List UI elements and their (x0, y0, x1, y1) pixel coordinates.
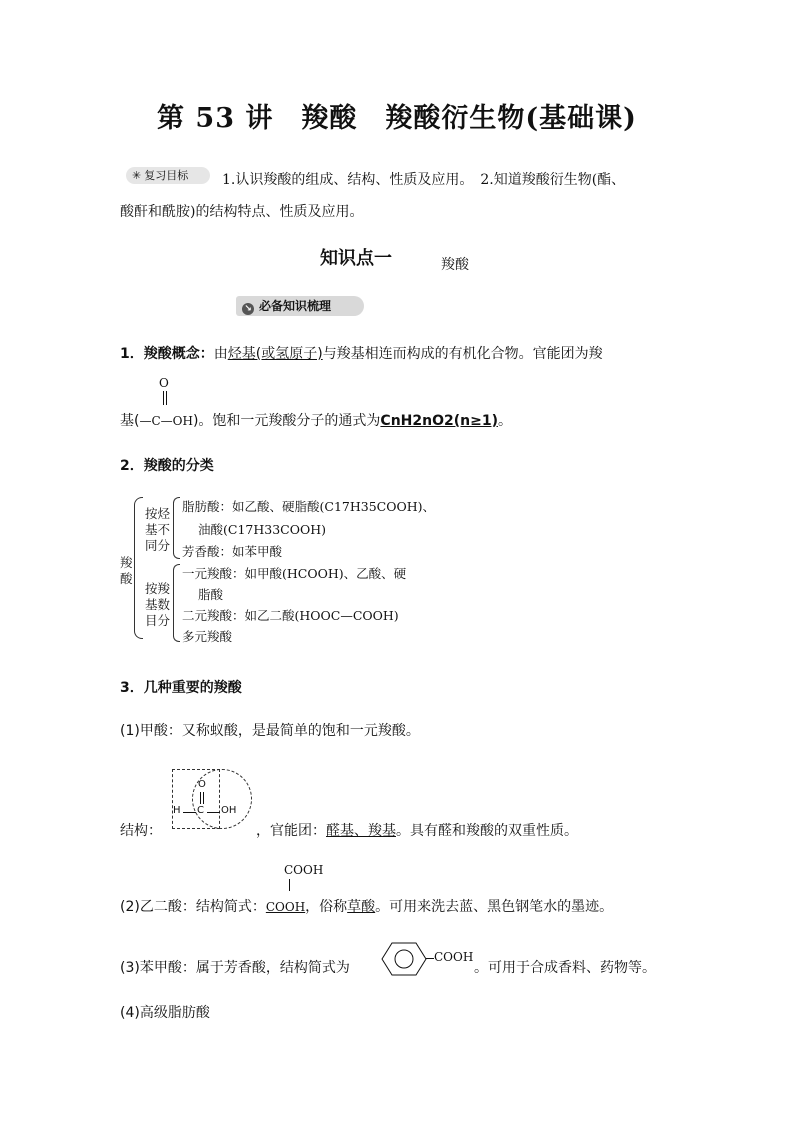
tree-brace-group-2 (173, 564, 180, 642)
concept-text: 基( (120, 413, 140, 429)
oxalic-top: COOH (284, 863, 324, 877)
tree-group-2: 按羧基数目分 (145, 581, 171, 628)
formic-functional-groups: 醛基、羧基 (326, 823, 396, 839)
benzoic-intro: (3)苯甲酸：属于芳香酸，结构简式为 (120, 960, 350, 976)
tree-brace-group-1 (173, 497, 180, 559)
formic-text: 。具有醛和羧酸的双重性质。 (396, 823, 578, 839)
oxalic-name: 草酸 (347, 899, 376, 915)
formic-bond (183, 812, 196, 813)
oxalic-bond (289, 879, 290, 891)
carboxyl-circle (192, 769, 252, 829)
tree-root: 羧酸 (120, 555, 133, 586)
fatty-acids-heading: (4)高级脂肪酸 (120, 1005, 210, 1021)
oxalic-bottom: COOH (265, 900, 306, 914)
oxalic-line (120, 896, 613, 916)
general-formula: CnH2nO2(n≥1) (380, 413, 498, 429)
formic-intro: (1)甲酸：又称蚁酸，是最简单的饱和一元羧酸。 (120, 723, 420, 739)
concept-text: 。 (497, 413, 512, 429)
formic-structure-diagram (170, 767, 252, 837)
knowledge-point-sub: 羧酸 (441, 257, 469, 273)
formic-struct-label: 结构： (120, 823, 162, 839)
concept-text: )。饱和一元羧酸分子的通式为 (192, 413, 381, 429)
goals-line-2: 酸酐和酰胺)的结构特点、性质及应用。 (120, 204, 364, 220)
tree-brace-root (134, 497, 143, 639)
goals-line-1: 1.认识羧酸的组成、结构、性质及应用。 2.知道羧酸衍生物(酯、 (222, 172, 626, 188)
formic-bond (207, 812, 220, 813)
formic-h: H (173, 805, 181, 816)
concept-blank-1: 烃基(或氢原子) (227, 346, 323, 362)
section-bar-label: 必备知识梳理 (259, 299, 332, 313)
benzoic-group: COOH (434, 950, 474, 964)
tree-group-1: 按烃基不同分 (145, 506, 171, 553)
tree-g2-item-1a: 一元羧酸：如甲酸(HCOOH)、乙酸、硬 (182, 566, 407, 581)
tree-g1-item-3: 芳香酸：如苯甲酸 (182, 544, 283, 559)
star-icon: ✳ (132, 169, 142, 182)
benzene-ring-icon (380, 939, 428, 979)
tree-g1-item-1: 脂肪酸：如乙酸、硬脂酸(C17H35COOH)、 (182, 499, 435, 514)
concept-prefix: 1．羧酸概念： (120, 346, 214, 362)
carboxyl-double-bond (163, 391, 164, 405)
formic-fg-line (256, 820, 578, 840)
formic-o: O (198, 779, 206, 790)
oxalic-text: 。可用来洗去蓝、黑色钢笔水的墨迹。 (375, 899, 614, 915)
formic-text: ，官能团： (256, 823, 326, 839)
formic-oh: OH (221, 805, 237, 816)
oxalic-text: (2)乙二酸：结构简式： (120, 899, 266, 915)
page-title: 第 53 讲 羧酸 羧酸衍生物(基础课) (157, 103, 637, 134)
formic-c: C (197, 805, 204, 816)
concept-text: 与羧基相连而构成的有机化合物。官能团为羧 (322, 346, 603, 362)
important-heading: 3．几种重要的羧酸 (120, 680, 242, 696)
classification-heading: 2．羧酸的分类 (120, 458, 214, 474)
concept-line-2 (120, 410, 512, 430)
tree-g2-item-2: 二元羧酸：如乙二酸(HOOC—COOH) (182, 608, 399, 623)
formic-bond (203, 792, 204, 804)
oxalic-text: ，俗称 (305, 899, 348, 915)
formic-bond (200, 792, 201, 804)
concept-line-1 (120, 343, 603, 363)
carboxyl-struct: —C—OH (139, 414, 193, 428)
tree-g2-item-1b: 脂酸 (198, 587, 224, 602)
tree-g2-item-3: 多元羧酸 (182, 629, 233, 644)
concept-text: 由 (213, 346, 228, 362)
tree-g1-item-2: 油酸(C17H33COOH) (198, 522, 326, 537)
benzoic-bond (426, 958, 434, 959)
goals-badge-label: 复习目标 (144, 169, 189, 182)
goals-badge (126, 167, 210, 184)
section-bar (236, 296, 364, 316)
section-icon: ↘ (242, 303, 254, 315)
benzoic-use: 。可用于合成香料、药物等。 (474, 960, 656, 976)
carboxyl-o: O (159, 376, 169, 390)
knowledge-point-heading: 知识点一 (320, 248, 392, 269)
carboxyl-double-bond (166, 391, 167, 405)
